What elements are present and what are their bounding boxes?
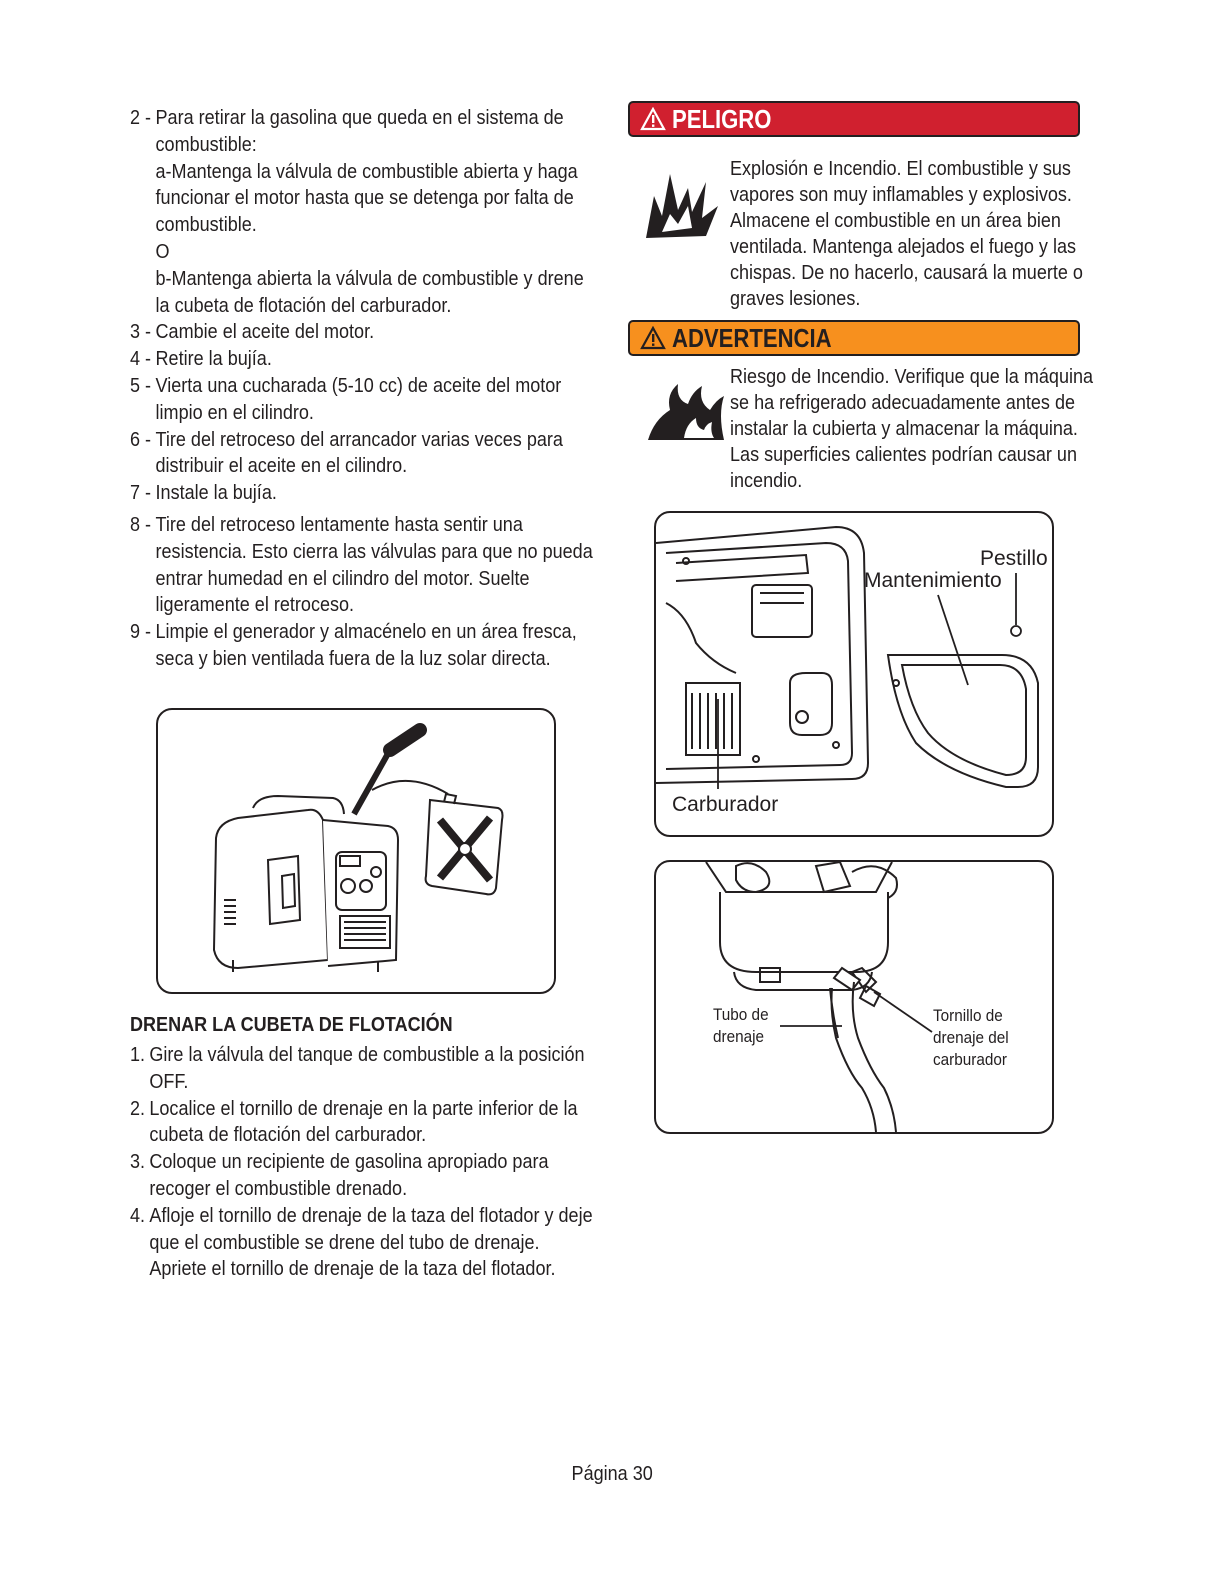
step-4: 4 - Retire la bujía. bbox=[130, 347, 272, 371]
warning-text: Riesgo de Incendio. Verifique que la máquina se ha refrigerado adecuadamente antes de instalar la cubierta y almacenar la máquina. Las superficies calientes podrían causar un incendio. bbox=[730, 365, 1094, 492]
step-9: 9 - Limpie el generador y almacénelo en un área fresca, seca y bien ventilada fuera de la luz solar directa. bbox=[130, 620, 577, 670]
explosion-icon bbox=[640, 166, 724, 242]
tornillo-drenaje-label: Tornillo de drenaje del carburador bbox=[933, 1006, 1009, 1069]
storage-steps bbox=[130, 105, 600, 673]
danger-banner bbox=[628, 101, 1080, 137]
fire-icon bbox=[644, 380, 728, 442]
generator-fuel-figure bbox=[156, 708, 556, 994]
mantenimiento-label: Mantenimiento bbox=[864, 569, 1002, 592]
warning-triangle-icon bbox=[640, 107, 666, 131]
maintenance-cover-figure bbox=[654, 511, 1054, 837]
drain-step-2: 2. Localice el tornillo de drenaje en la parte inferior de la cubeta de flotación del carburador. bbox=[130, 1096, 578, 1147]
drain-steps bbox=[130, 1042, 650, 1283]
drain-step-1: 1. Gire la válvula del tanque de combustible a la posición OFF. bbox=[130, 1043, 585, 1093]
drain-step-4: 4. Afloje el tornillo de drenaje de la taza del flotador y deje que el combustible se drene del tubo de drenaje. Apriete el tornillo de drenaje de la taza del flotador. bbox=[130, 1203, 593, 1281]
pestillo-label: Pestillo bbox=[980, 547, 1048, 570]
carburetor-drain-figure bbox=[654, 860, 1054, 1134]
warning-triangle-icon bbox=[640, 326, 666, 350]
step-6: 6 - Tire del retroceso del arrancador varias veces para distribuir el aceite en el cilindro. bbox=[130, 427, 563, 478]
warning-label: ADVERTENCIA bbox=[672, 322, 832, 353]
page-number: Página 30 bbox=[571, 1462, 653, 1485]
step-3: 3 - Cambie el aceite del motor. bbox=[130, 320, 375, 344]
warning-banner bbox=[628, 320, 1080, 356]
step-8: 8 - Tire del retroceso lentamente hasta sentir una resistencia. Esto cierra las válvulas para que no pueda entrar humedad en el cilindro del motor. Suelte ligeramente el retroceso. bbox=[130, 512, 593, 617]
tubo-drenaje-label: Tubo de drenaje bbox=[713, 1005, 769, 1046]
step-2: 2 - Para retirar la gasolina que queda en el sistema de combustible: a-Mantenga la válvula de combustible abierta y haga funcionar el motor hasta que se detenga por falta de combustible. O b-Mantenga abierta la válvula de combustible y drene la cubeta de flotación del carburador. bbox=[130, 106, 584, 317]
carburador-label: Carburador bbox=[672, 793, 779, 816]
drain-step-3: 3. Coloque un recipiente de gasolina apropiado para recoger el combustible drenado. bbox=[130, 1150, 549, 1200]
generator-illustration bbox=[158, 710, 554, 992]
drain-section-title: DRENAR LA CUBETA DE FLOTACIÓN bbox=[130, 1013, 453, 1036]
step-5: 5 - Vierta una cucharada (5-10 cc) de aceite del motor limpio en el cilindro. bbox=[130, 373, 562, 424]
drain-illustration bbox=[656, 862, 1052, 1132]
step-7: 7 - Instale la bujía. bbox=[130, 481, 277, 505]
danger-label: PELIGRO bbox=[672, 103, 772, 134]
danger-text: Explosión e Incendio. El combustible y sus vapores son muy inflamables y explosivos. Almacene el combustible en un área bien ventilada. Mantenga alejados el fuego y las chispas. De no hacerlo, causará la muerte o graves lesiones. bbox=[730, 157, 1083, 310]
